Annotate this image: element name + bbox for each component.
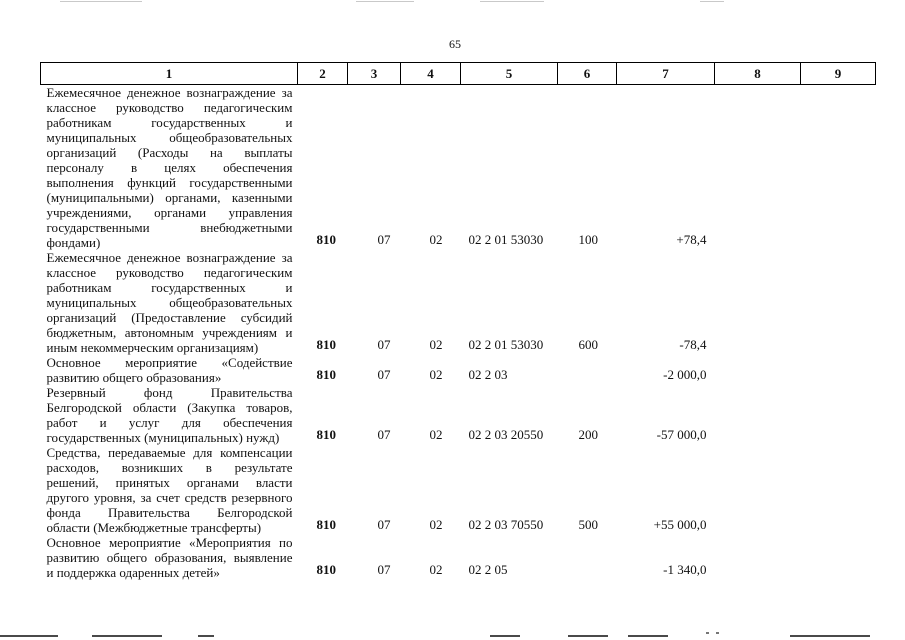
subsection-code: 02 (429, 427, 443, 442)
description-line: Средства, передаваемые для компенсации (46, 445, 293, 460)
column-9-cell (801, 445, 876, 535)
department-code: 810 (316, 337, 336, 352)
row-description (41, 85, 298, 251)
scan-line-artifact (198, 635, 214, 637)
description-line: государственных (муниципальных) нужд) (46, 430, 280, 445)
description-line: классное руководство педагогическим (46, 100, 293, 115)
subsection-code: 02 (429, 562, 443, 577)
description-line: Основное мероприятие «Содействие (46, 355, 293, 370)
description-line: решений, принятых органами власти (46, 475, 293, 490)
column-8-cell (715, 535, 801, 580)
description-line: муниципальных общеобразовательных (46, 295, 293, 310)
section-code: 07 (377, 427, 391, 442)
subsection-code: 02 (429, 232, 443, 247)
expense-type-code: 100 (578, 232, 598, 247)
table-row (41, 85, 876, 251)
scan-speck-artifact (716, 632, 719, 634)
column-9-cell (801, 85, 876, 251)
description-line: работникам государственных и (46, 115, 293, 130)
description-line: фондами) (46, 235, 101, 250)
description-line: Резервный фонд Правительства (46, 385, 293, 400)
scan-line-artifact (0, 635, 58, 637)
description-line: муниципальных общеобразовательных (46, 130, 293, 145)
department-code: 810 (316, 232, 336, 247)
department-code: 810 (316, 517, 336, 532)
column-9-cell (801, 250, 876, 355)
column-9-cell (801, 535, 876, 580)
table-row (41, 535, 876, 580)
amount: -78,4 (679, 337, 707, 352)
expense-type-code: 500 (578, 517, 598, 532)
column-8-cell (715, 250, 801, 355)
column-header-4: 4 (401, 63, 461, 85)
target-article-code: 02 2 03 20550 (468, 427, 544, 442)
column-9-cell (801, 385, 876, 445)
expense-type-code (558, 355, 617, 385)
amount: +78,4 (676, 232, 707, 247)
column-header-8: 8 (715, 63, 801, 85)
column-8-cell (715, 445, 801, 535)
description-line: бюджетным, автономным учреждениям и (46, 325, 293, 340)
subsection-code: 02 (429, 337, 443, 352)
description-line: развитию общего образования, выявление (46, 550, 293, 565)
scan-line-artifact (92, 635, 162, 637)
scan-line-artifact (356, 1, 414, 2)
scan-line-artifact (490, 635, 520, 637)
description-line: (муниципальными) органами, казенными (46, 190, 293, 205)
target-article-code: 02 2 01 53030 (468, 232, 544, 247)
description-line: организаций (Расходы на выплаты (46, 145, 293, 160)
table-row (41, 250, 876, 355)
expense-type-code (558, 535, 617, 580)
department-code: 810 (316, 427, 336, 442)
target-article-code: 02 2 05 (468, 562, 508, 577)
column-header-2: 2 (298, 63, 348, 85)
table-row (41, 355, 876, 385)
description-line: государственными внебюджетными (46, 220, 293, 235)
amount: -2 000,0 (663, 367, 707, 382)
row-description (41, 355, 298, 385)
scan-speck-artifact (706, 632, 709, 634)
column-header-5: 5 (461, 63, 558, 85)
description-line: и поддержка одаренных детей» (46, 565, 220, 580)
amount: -57 000,0 (656, 427, 707, 442)
scan-line-artifact (700, 1, 724, 2)
scan-line-artifact (628, 635, 668, 637)
column-8-cell (715, 85, 801, 251)
section-code: 07 (377, 367, 391, 382)
amount: -1 340,0 (663, 562, 707, 577)
subsection-code: 02 (429, 517, 443, 532)
column-header-1: 1 (41, 63, 298, 85)
description-line: учреждениями, органами управления (46, 205, 293, 220)
column-header-9: 9 (801, 63, 876, 85)
column-header-3: 3 (348, 63, 401, 85)
scan-line-artifact (568, 635, 608, 637)
description-line: иным некоммерческим организациям) (46, 340, 259, 355)
description-line: Ежемесячное денежное вознаграждение за (46, 250, 293, 265)
description-line: другого уровня, за счет средств резервного (46, 490, 293, 505)
description-line: расходов, возникших в результате (46, 460, 293, 475)
subsection-code: 02 (429, 367, 443, 382)
description-line: Основное мероприятие «Мероприятия по (46, 535, 293, 550)
column-header-6: 6 (558, 63, 617, 85)
target-article-code: 02 2 01 53030 (468, 337, 544, 352)
row-description (41, 535, 298, 580)
budget-table (40, 62, 876, 580)
column-header-7: 7 (617, 63, 715, 85)
description-line: организаций (Предоставление субсидий (46, 310, 293, 325)
section-code: 07 (377, 517, 391, 532)
description-line: фонда Правительства Белгородской (46, 505, 293, 520)
description-line: выполнения функций государственными (46, 175, 293, 190)
column-8-cell (715, 355, 801, 385)
amount: +55 000,0 (653, 517, 707, 532)
target-article-code: 02 2 03 (468, 367, 508, 382)
row-description (41, 445, 298, 535)
table-row (41, 385, 876, 445)
description-line: области (Межбюджетные трансферты) (46, 520, 262, 535)
column-9-cell (801, 355, 876, 385)
expense-type-code: 600 (578, 337, 598, 352)
description-line: классное руководство педагогическим (46, 265, 293, 280)
row-description (41, 385, 298, 445)
section-code: 07 (377, 232, 391, 247)
description-line: работ и услуг для обеспечения (46, 415, 293, 430)
department-code: 810 (316, 562, 336, 577)
expense-type-code: 200 (578, 427, 598, 442)
section-code: 07 (377, 562, 391, 577)
target-article-code: 02 2 03 70550 (468, 517, 544, 532)
description-line: персоналу в целях обеспечения (46, 160, 293, 175)
row-description (41, 250, 298, 355)
scan-line-artifact (790, 635, 870, 637)
header-row (41, 63, 876, 85)
scan-line-artifact (480, 1, 544, 2)
description-line: развитию общего образования» (46, 370, 222, 385)
department-code: 810 (316, 367, 336, 382)
table-row (41, 445, 876, 535)
column-8-cell (715, 385, 801, 445)
description-line: работникам государственных и (46, 280, 293, 295)
description-line: Ежемесячное денежное вознаграждение за (46, 85, 293, 100)
scan-line-artifact (60, 1, 142, 2)
page-number: 65 (449, 37, 461, 51)
section-code: 07 (377, 337, 391, 352)
description-line: Белгородской области (Закупка товаров, (46, 400, 293, 415)
